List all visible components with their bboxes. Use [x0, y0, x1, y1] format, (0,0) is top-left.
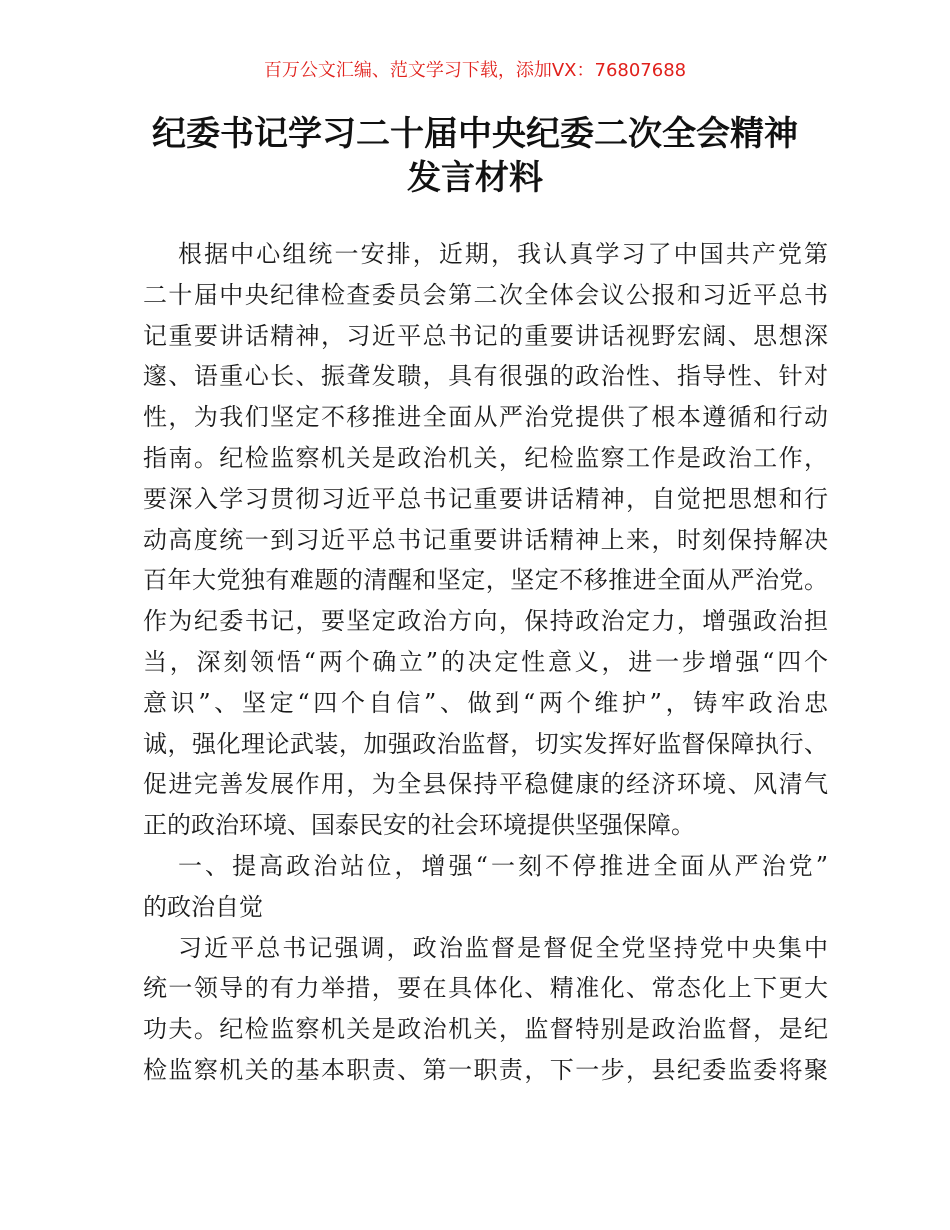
body-line: 指南。纪检监察机关是政治机关，纪检监察工作是政治工作，	[143, 443, 828, 472]
body-line: 正的政治环境、国泰民安的社会环境提供坚强保障。	[143, 811, 695, 840]
body-line: 促进完善发展作用，为全县保持平稳健康的经济环境、风清气	[143, 770, 828, 799]
body-line: 二十届中央纪律检查委员会第二次全体会议公报和习近平总书	[143, 280, 828, 309]
section-heading: 的政治自觉	[143, 892, 263, 921]
body-line: 当，深刻领悟“两个确立”的决定性意义，进一步增强“四个	[143, 647, 828, 676]
body-line: 要深入学习贯彻习近平总书记重要讲话精神，自觉把思想和行	[143, 484, 828, 513]
page-title	[0, 112, 950, 200]
body-line: 功夫。纪检监察机关是政治机关，监督特别是政治监督，是纪	[143, 1015, 828, 1044]
body-line: 动高度统一到习近平总书记重要讲话精神上来，时刻保持解决	[143, 525, 828, 554]
body-line: 记重要讲话精神，习近平总书记的重要讲话视野宏阔、思想深	[143, 321, 828, 350]
body-line: 性，为我们坚定不移推进全面从严治党提供了根本遵循和行动	[143, 403, 828, 432]
body-line: 习近平总书记强调，政治监督是督促全党坚持党中央集中	[178, 933, 828, 962]
section-heading: 一、提高政治站位，增强“一刻不停推进全面从严治党”	[178, 851, 828, 880]
title-line: 发言材料	[407, 158, 543, 198]
body-line: 统一领导的有力举措，要在具体化、精准化、常态化上下更大	[143, 974, 828, 1003]
header-watermark-note: 百万公文汇编、范文学习下载，添加VX：76807688	[263, 60, 687, 81]
body-line: 诚，强化理论武装，加强政治监督，切实发挥好监督保障执行、	[143, 729, 828, 758]
body-line: 根据中心组统一安排，近期，我认真学习了中国共产党第	[178, 240, 828, 268]
body-line: 百年大党独有难题的清醒和坚定，坚定不移推进全面从严治党。	[143, 566, 828, 595]
body-line: 意识”、坚定“四个自信”、做到“两个维护”，铸牢政治忠	[143, 688, 828, 717]
document-body	[143, 234, 828, 1091]
body-line: 邃、语重心长、振聋发聩，具有很强的政治性、指导性、针对	[143, 362, 828, 391]
body-line: 作为纪委书记，要坚定政治方向，保持政治定力，增强政治担	[143, 607, 828, 636]
body-line: 检监察机关的基本职责、第一职责，下一步，县纪委监委将聚	[143, 1055, 828, 1084]
title-line: 纪委书记学习二十届中央纪委二次全会精神	[152, 114, 798, 154]
